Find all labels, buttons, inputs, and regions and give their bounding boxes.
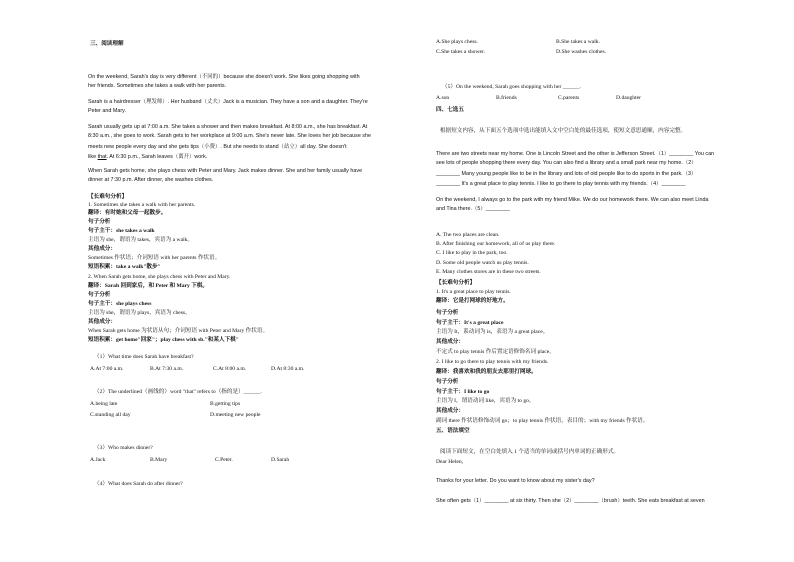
passage-line: Peter and Mary. [88, 108, 126, 114]
analysis-line: 句子分析 [436, 379, 459, 385]
question-1-stem: （1）What time does Sarah have breakfast? [94, 354, 194, 360]
question-4-stem: （4）What does Sarah do after dinner? [94, 481, 183, 487]
q3-option-b[interactable]: B.Mary [150, 457, 168, 463]
q5-option-b[interactable]: B.friends [496, 95, 517, 101]
letter-greeting: Dear Helen, [436, 459, 464, 465]
seven-option-a: A. The two places are clean. [436, 232, 500, 238]
passage-line: her friends. Sometimes she takes a walk with her parents. [88, 83, 227, 89]
passage-line: like that. At 6:30 p.m., Sarah leaves（离开）work. [88, 154, 208, 160]
q4-option-c[interactable]: C.She takes a shower. [436, 49, 485, 55]
analysis-line: 句子分析 [436, 310, 459, 316]
passage-line: dinner at 7:30 p.m. After dinner, she washes clothes. [88, 177, 214, 183]
q2-option-d[interactable]: D.meeting new people [210, 412, 261, 418]
analysis-line: When Sarah gets home 为状语从句；介词短语 with Peter and Mary 作状语。 [88, 328, 269, 334]
analysis-line: 1. Sometimes she takes a walk with her parents. [88, 202, 196, 208]
analysis-line: 2. I like to go there to play tennis with my friends. [436, 359, 549, 365]
passage-line: There are two streets near my home. One is Lincoln Street and the other is Jefferson Street.（1）________ You can [436, 151, 715, 157]
passage-line: meets new people every day and she gets tips（小费）. But she needs to stand（站立）all day. She doesn't [88, 144, 347, 150]
q4-option-d[interactable]: D.She washes clothes. [556, 49, 607, 55]
q1-option-c[interactable]: C.At 8:00 a.m. [213, 366, 247, 372]
q5-option-d[interactable]: D.daughter [616, 95, 642, 101]
seven-option-e: E. Many clothes stores are in these two streets. [436, 269, 541, 275]
analysis-line: 其他成分： [88, 319, 116, 325]
q3-option-c[interactable]: C.Peter. [215, 457, 233, 463]
passage-line: On the weekend, Sarah's day is very different（不同的）because she doesn't work. She likes going shopping with [88, 74, 360, 80]
analysis-line: 主语为 she，谓语为 takes，宾语为 a walk。 [88, 237, 194, 243]
passage-line: see lots of people shopping there every day. You can also find a library and a small park near my home.（2） [436, 160, 697, 166]
analysis-line: 主语为 she，谓语为 plays，宾语为 chess。 [88, 310, 191, 316]
analysis-line: 翻译：有时她和父母一起散步。 [88, 210, 167, 216]
question-5-stem: （5）On the weekend, Sarah goes shopping with her ______. [442, 84, 581, 90]
section-title-seven-choose-five: 四、七选五 [436, 107, 464, 113]
analysis-line: 句子主干：It's a great place [436, 320, 504, 326]
analysis-line: 其他成分： [88, 246, 116, 252]
passage-line: Sarah is a hairdresser（理发师）. Her husband（丈夫）Jack is a musician. They have a son and a daughter. They're [88, 99, 368, 105]
q2-option-c[interactable]: C.standing all day [90, 412, 131, 418]
analysis-line: 翻译：我喜欢和我的朋友去那里打网球。 [436, 369, 537, 375]
analysis-heading: 【长难句分析】 [88, 194, 128, 200]
analysis-line: 翻译：它是打网球的好地方。 [436, 298, 509, 304]
q4-option-b[interactable]: B.She takes a walk. [556, 39, 600, 45]
section4-instruction: 根据短文内容，从下面五个选项中选出能填入文中空白处的最佳选项，使短文意思通顺，内容完整。 [440, 128, 687, 134]
passage-line: On the weekend, I always go to the park with my friend Mike. We do our homework there. We can also meet Linda [436, 197, 709, 203]
passage-line: and Tina there.（5）________ [436, 206, 510, 212]
analysis-line: 副词 there 作状语修饰动词 go；to play tennis 作状语，表目的；with my friends 作状语。 [436, 418, 649, 424]
q5-option-c[interactable]: C.parents [558, 95, 580, 101]
analysis-line: 2. When Sarah gets home, she plays chess with Peter and Mary. [88, 274, 231, 280]
section-title-grammar: 五、语法填空 [436, 428, 470, 434]
q3-option-a[interactable]: A.Jack [90, 457, 106, 463]
seven-option-d: D. Some old people watch us play tennis. [436, 260, 529, 266]
analysis-line: 不定式 to play tennis 作后置定语修饰名词 place。 [436, 349, 555, 355]
analysis-line: 句子主干：I like to go [436, 389, 490, 395]
section5-instruction: 阅读下面短文，在空白处填入 1 个适当的单词或括号内单词的正确形式。 [440, 449, 620, 455]
q3-option-d[interactable]: D.Sarah [271, 457, 290, 463]
analysis-line: 短语积累：take a walk"散步" [88, 264, 161, 270]
analysis-line: 主语为 I，谓语动词 like，宾语为 to go。 [436, 398, 535, 404]
analysis-line: 短语积累：get home"回家"；play chess with sb."和某人下棋" [88, 337, 239, 343]
underlined-that: that [97, 154, 107, 160]
passage-line: Sarah usually gets up at 7:00 a.m. She takes a shower and then makes breakfast. At 8:00 a.m., she has breakfast. At [88, 124, 368, 130]
analysis-line: Sometimes 作状语；介词短语 with her parents 作状语。 [88, 255, 221, 261]
question-3-stem: （3）Who makes dinner? [94, 445, 153, 451]
letter-line: Thanks for your letter. Do you want to know about my sister's day? [436, 478, 595, 484]
passage-line: When Sarah gets home, she plays chess with Peter and Mary. Jack makes dinner. She and her family usually have [88, 168, 363, 174]
q5-option-a[interactable]: A.son [436, 95, 450, 101]
q1-option-a[interactable]: A.At 7:00 a.m. [90, 366, 124, 372]
passage-line: ________ It's a great place to play tennis. I like to go there to play tennis with my friends.（4）________ [436, 181, 686, 187]
analysis-line: 句子分析 [88, 292, 111, 298]
seven-option-b: B. After finishing our homework, all of us play there. [436, 241, 556, 247]
letter-line: She often gets（1）________ at six thirty. Then she（2）________（brush）teeth. She eats breakfast at seven [436, 498, 705, 504]
q1-option-d[interactable]: D.At 8:30 a.m. [271, 366, 305, 372]
analysis-line: 其他成分： [436, 408, 464, 414]
analysis-line: 翻译：Sarah 回到家后，和 Peter 和 Mary 下棋。 [88, 283, 208, 289]
analysis-line: 其他成分： [436, 339, 464, 345]
q1-option-b[interactable]: B.At 7:30 a.m. [150, 366, 184, 372]
analysis-line: 句子主干：she plays chess [88, 301, 152, 307]
passage-line: ________ Many young people like to be in the library and lots of old people like to do sports in the park.（3） [436, 171, 697, 177]
analysis-line: 1. It's a great place to play tennis. [436, 289, 511, 295]
question-2-stem: （2）The underlined（画线的）word "that" refers to（指的是）______. [94, 389, 262, 395]
seven-option-c: C. I like to play in the park, too. [436, 250, 508, 256]
analysis-line: 句子主干：she takes a walk [88, 228, 155, 234]
q4-option-a[interactable]: A.She plays chess. [436, 39, 478, 45]
analysis-line: 主语为 It，系动词为 is，表语为 a great place。 [436, 329, 549, 335]
section-title-reading: 三、阅读理解 [90, 41, 124, 47]
q2-option-b[interactable]: B.getting tips [210, 401, 241, 407]
q2-option-a[interactable]: A.being late [90, 401, 118, 407]
analysis-heading: 【长难句分析】 [436, 280, 476, 286]
passage-line: 8:30 a.m., she goes to work. Sarah gets to her workplace at 9:00 a.m. She's never late. She loves her job because she [88, 133, 372, 139]
analysis-line: 句子分析 [88, 219, 111, 225]
